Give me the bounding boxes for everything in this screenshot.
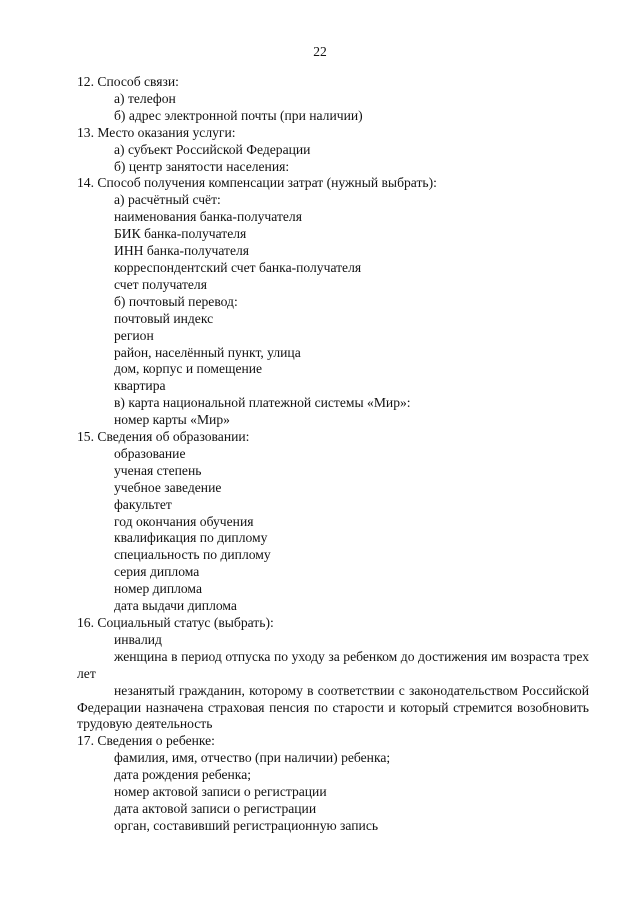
- list-item: фамилия, имя, отчество (при наличии) ребенка;: [114, 750, 391, 766]
- list-item: дата актовой записи о регистрации: [114, 800, 317, 816]
- section-13: [77, 125, 589, 176]
- list-item: дата выдачи диплома: [114, 598, 237, 614]
- section-16: [77, 615, 589, 733]
- section-heading: 16. Социальный статус (выбрать):: [77, 615, 274, 630]
- paragraph: женщина в период отпуска по уходу за ребенком до достижения им возраста трех лет: [77, 648, 589, 681]
- section-heading: 13. Место оказания услуги:: [77, 124, 236, 140]
- page-number: 22: [313, 44, 327, 59]
- section-heading: 14. Способ получения компенсации затрат (нужный выбрать):: [77, 175, 437, 191]
- section-15: [77, 429, 589, 615]
- list-item: орган, составивший регистрационную запись: [114, 817, 379, 833]
- section-17: [77, 733, 589, 834]
- document-body: [77, 74, 589, 835]
- list-item: регион: [114, 327, 154, 343]
- section-14: [77, 175, 589, 429]
- section-heading: 12. Способ связи:: [77, 74, 179, 89]
- list-item: б) центр занятости населения:: [114, 158, 290, 174]
- list-item: серия диплома: [114, 564, 200, 580]
- list-item: корреспондентский счет банка-получателя: [114, 259, 362, 275]
- list-item: номер диплома: [114, 581, 202, 597]
- section-12: [77, 74, 589, 125]
- list-item: а) расчётный счёт:: [114, 192, 221, 208]
- list-item: учебное заведение: [114, 479, 222, 495]
- list-item: БИК банка-получателя: [114, 226, 247, 242]
- list-item: инвалид: [114, 631, 162, 647]
- paragraph: незанятый гражданин, которому в соответствии с законодательством Российской Федерации назначена страховая пенсия по старости и который стремится возобновить трудовую деятельность: [77, 682, 589, 732]
- list-item: почтовый индекс: [114, 310, 214, 326]
- list-item: ученая степень: [114, 462, 202, 478]
- list-item: дом, корпус и помещение: [114, 361, 263, 377]
- list-item: а) телефон: [114, 90, 176, 106]
- list-item: номер актовой записи о регистрации: [114, 784, 327, 800]
- section-heading: 17. Сведения о ребенке:: [77, 733, 215, 749]
- list-item: номер карты «Мир»: [114, 412, 230, 428]
- list-item: специальность по диплому: [114, 547, 271, 563]
- list-item: ИНН банка-получателя: [114, 243, 250, 259]
- list-item: дата рождения ребенка;: [114, 767, 252, 783]
- list-item: наименования банка-получателя: [114, 209, 302, 225]
- list-item: факультет: [114, 496, 172, 512]
- list-item: район, населённый пункт, улица: [114, 344, 301, 360]
- list-item: образование: [114, 445, 186, 461]
- list-item: б) адрес электронной почты (при наличии): [114, 107, 363, 123]
- section-heading: 15. Сведения об образовании:: [77, 429, 250, 445]
- list-item: а) субъект Российской Федерации: [114, 141, 311, 157]
- list-item: в) карта национальной платежной системы «Мир»:: [114, 395, 411, 411]
- list-item: б) почтовый перевод:: [114, 293, 238, 309]
- list-item: квалификация по диплому: [114, 530, 268, 546]
- list-item: счет получателя: [114, 276, 207, 292]
- list-item: год окончания обучения: [114, 513, 254, 529]
- list-item: квартира: [114, 378, 166, 394]
